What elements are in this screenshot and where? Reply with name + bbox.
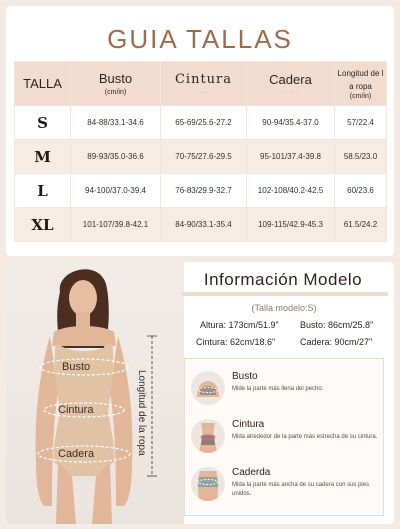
model-cintura: Cintura: 62cm/18.6" <box>196 337 276 347</box>
header-cintura-sub: · · · · · <box>196 89 211 96</box>
header-cadera-sub: · · · · · <box>283 89 298 96</box>
longitud-cell: 58.5/23.0 <box>335 140 387 174</box>
photo-label-cintura: Cintura <box>58 404 94 416</box>
header-busto <box>71 62 161 106</box>
guide-desc: Mida alrededor de la parte más estrecha de su cintura. <box>232 434 378 440</box>
measure-guide-card <box>184 358 384 516</box>
busto-cell: 89-93/35.0-36.6 <box>71 140 161 174</box>
longitud-cell: 61.5/24.2 <box>335 208 387 242</box>
photo-label-length: Longitud de la ropa <box>136 370 147 456</box>
info-title: Información Modelo <box>203 270 363 289</box>
header-longitud-unit: (cm/in) <box>349 93 372 100</box>
hip-measure-icon <box>191 467 225 501</box>
photo-label-cadera: Cadera <box>58 448 95 460</box>
size-cell: XL <box>15 208 71 242</box>
busto-cell: 94-100/37.0-39.4 <box>71 174 161 208</box>
header-cintura-label: Cintura <box>174 71 233 87</box>
page-title: GUIA TALLAS <box>107 24 293 54</box>
header-busto-label: Busto <box>98 71 133 86</box>
photo-label-busto: Busto <box>62 361 91 373</box>
header-talla <box>15 62 71 106</box>
header-cadera <box>247 62 335 106</box>
busto-cell: 101-107/39.8-42.1 <box>71 208 161 242</box>
guide-item-busto <box>185 369 385 417</box>
table-row <box>15 174 387 208</box>
table-row <box>15 140 387 174</box>
cintura-cell: 76-83/29.9-32.7 <box>161 174 247 208</box>
size-cell: M <box>15 140 71 174</box>
size-chart-card <box>6 6 394 256</box>
header-busto-unit: (cm/in) <box>104 89 127 96</box>
model-figure-illustration <box>6 262 184 524</box>
header-longitud <box>335 62 387 106</box>
guide-desc: Mide la parte más llena del pecho. <box>232 386 324 392</box>
cadera-cell: 95-101/37.4-39.8 <box>247 140 335 174</box>
model-photo <box>6 262 184 524</box>
bust-measure-icon <box>191 371 225 405</box>
table-row <box>15 208 387 242</box>
model-altura: Altura: 173cm/51.9" <box>200 320 279 330</box>
size-table <box>14 61 387 242</box>
guide-item-cadera <box>185 465 385 513</box>
guide-name: Busto <box>232 371 258 382</box>
size-cell: L <box>15 174 71 208</box>
longitud-cell: 60/23.6 <box>335 174 387 208</box>
guide-name: Cintura <box>232 419 265 430</box>
cadera-cell: 90-94/35.4-37.0 <box>247 106 335 140</box>
waist-measure-icon <box>191 419 225 453</box>
guide-name: Caderda <box>232 467 271 478</box>
header-cintura <box>161 62 247 106</box>
cintura-cell: 65-69/25.6-27.2 <box>161 106 247 140</box>
busto-cell: 84-88/33.1-34.6 <box>71 106 161 140</box>
table-row <box>15 106 387 140</box>
size-table-header <box>15 62 387 106</box>
cintura-cell: 84-90/33.1-35.4 <box>161 208 247 242</box>
model-busto: Busto: 86cm/25.8" <box>300 320 374 330</box>
longitud-cell: 57/22.4 <box>335 106 387 140</box>
cadera-cell: 102-108/40.2-42.5 <box>247 174 335 208</box>
model-size-tag: (Talla modelo:S) <box>251 303 317 313</box>
header-talla-label: TALLA <box>23 76 62 91</box>
model-cadera: Cadera: 90cm/27" <box>300 337 373 347</box>
guide-desc: Mida la parte más ancha de su cadera con sus pies unidos. <box>232 482 370 497</box>
cadera-cell: 109-115/42.9-45.3 <box>247 208 335 242</box>
cintura-cell: 70-75/27.6-29.5 <box>161 140 247 174</box>
header-cadera-label: Cadera <box>269 71 312 87</box>
guide-item-cintura <box>185 417 385 465</box>
header-longitud-line1: Longitud de l <box>337 69 384 78</box>
header-longitud-line2: a ropa <box>349 82 372 91</box>
size-cell: S <box>15 106 71 140</box>
